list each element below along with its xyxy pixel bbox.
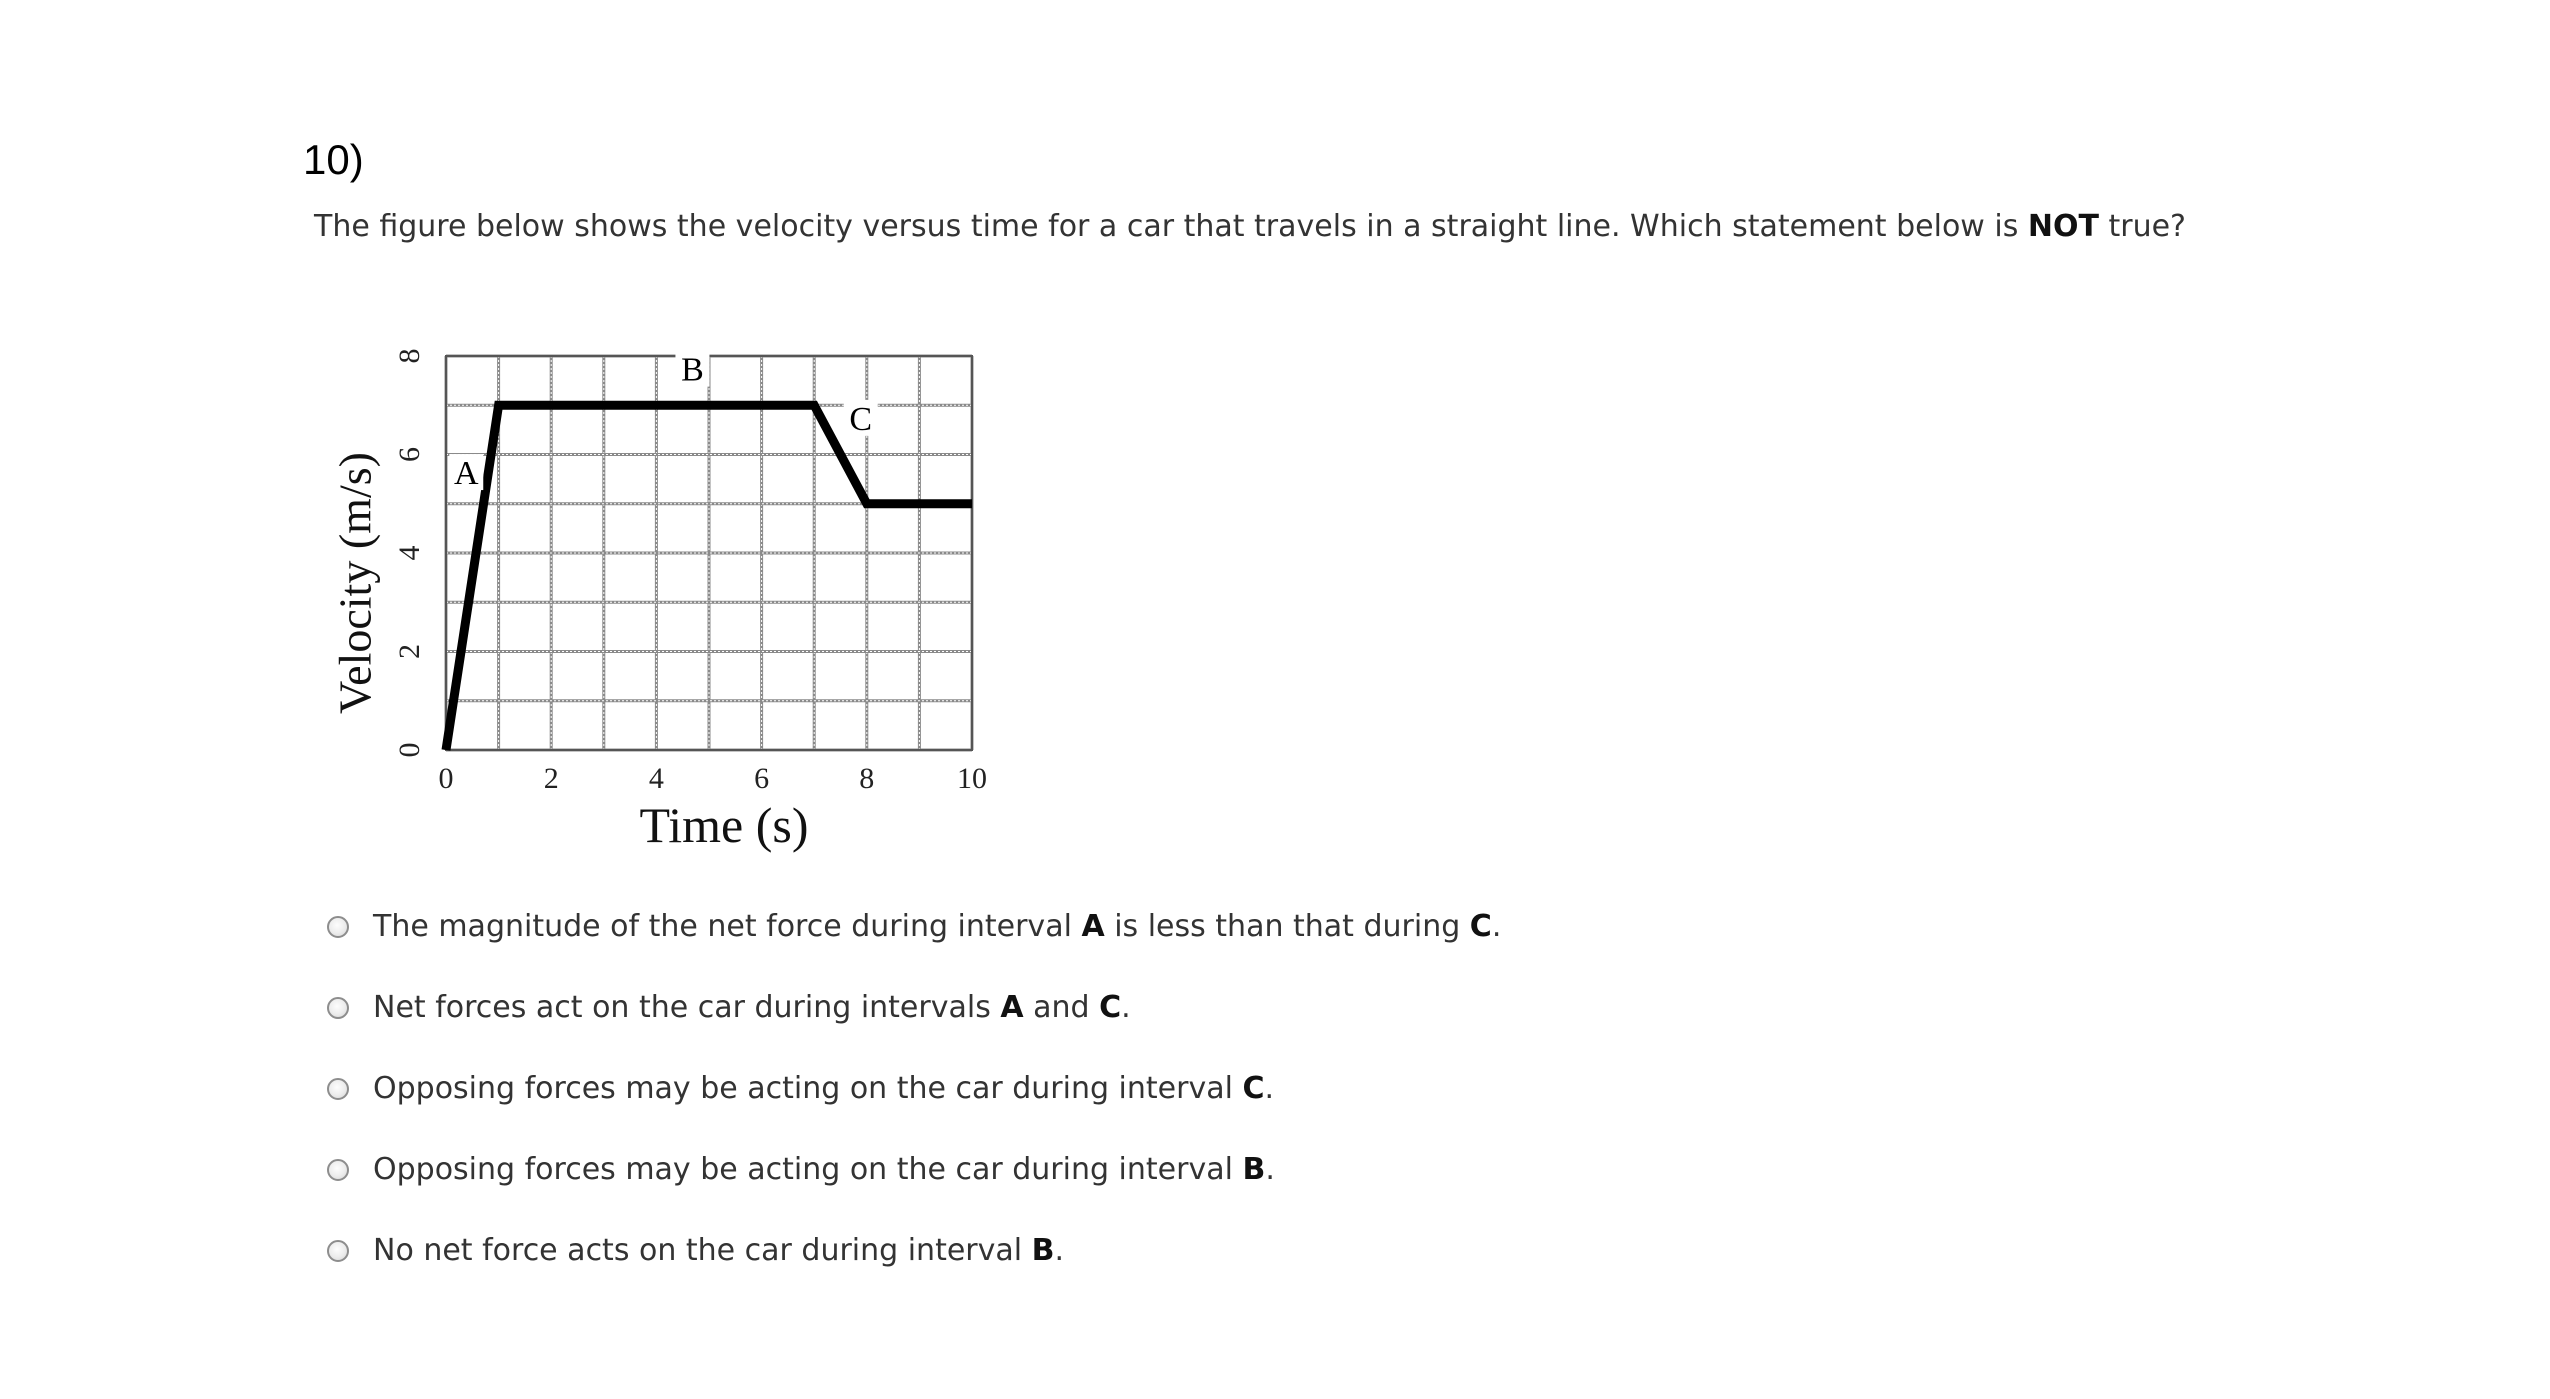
x-tick-label: 2 — [543, 762, 559, 795]
answer-option-emphasis: A — [1000, 990, 1024, 1025]
x-tick-label: 0 — [438, 762, 454, 795]
answer-option-label — [373, 1071, 1274, 1106]
answer-option-emphasis: A — [1081, 909, 1105, 944]
annotation-label-c: C — [849, 400, 873, 438]
radio-button[interactable] — [327, 916, 349, 938]
radio-button[interactable] — [327, 1240, 349, 1262]
y-tick-label: 4 — [392, 545, 426, 561]
answer-option-emphasis: C — [1242, 1071, 1265, 1106]
y-tick-label: 8 — [392, 348, 426, 364]
question-text-after: true? — [2098, 209, 2186, 244]
answer-option-text: . — [1491, 909, 1502, 944]
answer-option-text: The magnitude of the net force during interval — [373, 909, 1082, 944]
x-axis-label: Time (s) — [639, 797, 809, 853]
answer-option-text: . — [1264, 1071, 1275, 1106]
answer-option-text: and — [1023, 990, 1100, 1025]
annotation-label-b: B — [681, 351, 704, 389]
question-text-before: The figure below shows the velocity versus time for a car that travels in a straight line. Which statement below is — [314, 209, 2028, 244]
answer-option-text: . — [1121, 990, 1131, 1025]
answer-option-emphasis: C — [1099, 990, 1122, 1025]
answer-option-text: Opposing forces may be acting on the car during interval — [373, 1071, 1243, 1106]
answer-option[interactable] — [327, 893, 1927, 974]
radio-button[interactable] — [327, 997, 349, 1019]
answer-option-text: . — [1054, 1233, 1065, 1268]
answer-option-text: No net force acts on the car during interval — [373, 1233, 1032, 1268]
question-text-emphasis: NOT — [2027, 209, 2099, 244]
answer-option[interactable] — [327, 1055, 1927, 1136]
x-tick-label: 10 — [957, 762, 987, 795]
x-tick-label: 6 — [754, 762, 770, 795]
y-tick-label: 6 — [392, 447, 426, 462]
answer-option-label — [373, 1233, 1064, 1268]
chart-svg — [300, 300, 1060, 880]
answer-option-label — [373, 990, 1131, 1025]
answer-option-emphasis: C — [1469, 909, 1492, 944]
answer-option[interactable] — [327, 1136, 1927, 1217]
answer-option-text: . — [1265, 1152, 1275, 1187]
y-tick-label: 2 — [392, 644, 426, 659]
x-tick-label: 4 — [648, 762, 664, 795]
x-tick-label: 8 — [859, 762, 875, 795]
answer-option-text: Net forces act on the car during intervals — [373, 990, 1001, 1025]
y-axis-label: Velocity (m/s) — [329, 452, 381, 714]
radio-button[interactable] — [327, 1078, 349, 1100]
answer-option[interactable] — [327, 1217, 1927, 1298]
annotation-label-a: A — [453, 455, 479, 493]
answer-option-emphasis: B — [1242, 1152, 1266, 1187]
answer-option-emphasis: B — [1031, 1233, 1055, 1268]
answer-option-text: Opposing forces may be acting on the car during interval — [373, 1152, 1243, 1187]
velocity-time-chart — [300, 300, 1060, 880]
y-tick-label: 0 — [392, 742, 426, 758]
radio-button[interactable] — [327, 1159, 349, 1181]
question-text — [314, 209, 2186, 244]
answer-option-label — [373, 909, 1501, 944]
answer-option-label — [373, 1152, 1275, 1187]
question-number: 10) — [303, 136, 364, 183]
answer-option-text: is less than that during — [1104, 909, 1470, 944]
answer-option[interactable] — [327, 974, 1927, 1055]
answer-options — [327, 893, 1927, 1298]
